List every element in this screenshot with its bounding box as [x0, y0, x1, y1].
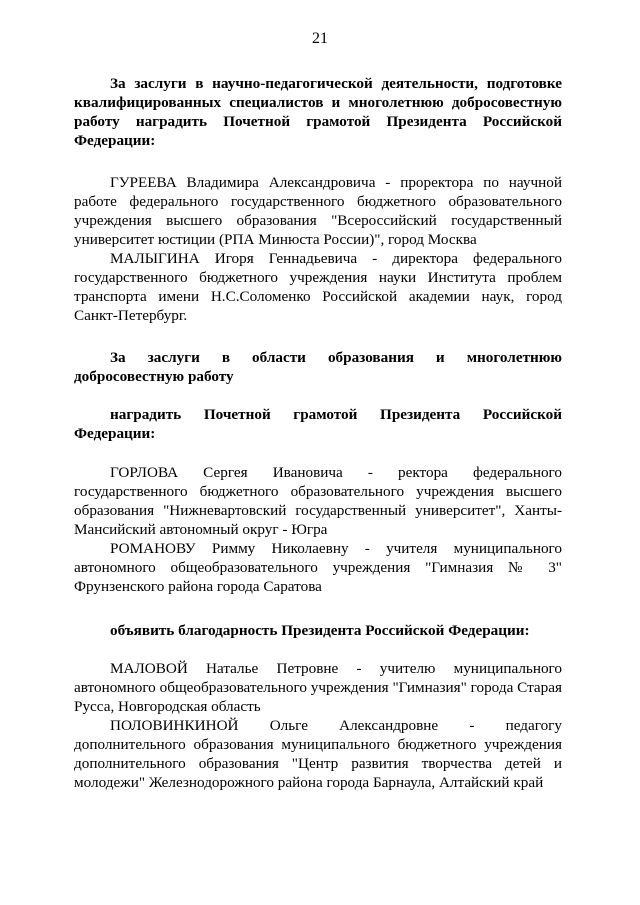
section2-recipients — [74, 463, 562, 596]
section2-award-block — [74, 405, 562, 443]
page-number: 21 — [312, 30, 328, 47]
recipient-paragraph: ГУРЕЕВА Владимира Александровича - проректора по научной работе федерального государственного бюджетного образовательного учреждения высшего образования "Всероссийский государственный университет юстиции (РПА Минюста России)", город Москва — [74, 174, 562, 248]
recipient-paragraph: РОМАНОВУ Римму Николаевну - учителя муниципального автономного общеобразовательного учреждения "Гимназия № 3" Фрунзенского района города Саратова — [74, 540, 562, 595]
recipient-paragraph: ГОРЛОВА Сергея Ивановича - ректора федерального государственного бюджетного образовательного учреждения высшего образования "Нижневартовский государственный университет", Ханты-Мансийский автономный округ - Югра — [74, 464, 562, 538]
section1-heading-block — [74, 74, 562, 150]
recipient-paragraph: МАЛОВОЙ Наталье Петровне - учителю муниципального автономного общеобразовательного учреждения "Гимназия" города Старая Русса, Новгородская область — [74, 660, 562, 715]
section2-heading: За заслуги в области образования и многолетнюю добросовестную работу — [74, 349, 562, 385]
gratitude-heading-block — [74, 621, 562, 640]
section2-heading-block — [74, 348, 562, 386]
section1-heading: За заслуги в научно-педагогической деятельности, подготовке квалифицированных специалистов и многолетнюю добросовестную работу наградить Почетной грамотой Президента Российской Федерации: — [74, 75, 562, 149]
recipient-paragraph: МАЛЫГИНА Игоря Геннадьевича - директора федерального государственного бюджетного учреждения науки Института проблем транспорта имени Н.С.Соломенко Российской академии наук, город Санкт-Петербург. — [74, 250, 562, 324]
section1-recipients — [74, 173, 562, 325]
gratitude-recipients — [74, 659, 562, 792]
section2-award: наградить Почетной грамотой Президента Российской Федерации: — [74, 406, 562, 442]
recipient-paragraph: ПОЛОВИНКИНОЙ Ольге Александровне - педагогу дополнительного образования муниципального бюджетного учреждения дополнительного образования "Центр развития творчества детей и молодежи" Железнодорожного района города Барнаула, Алтайский край — [74, 717, 562, 791]
gratitude-heading: объявить благодарность Президента Российской Федерации: — [110, 622, 530, 639]
